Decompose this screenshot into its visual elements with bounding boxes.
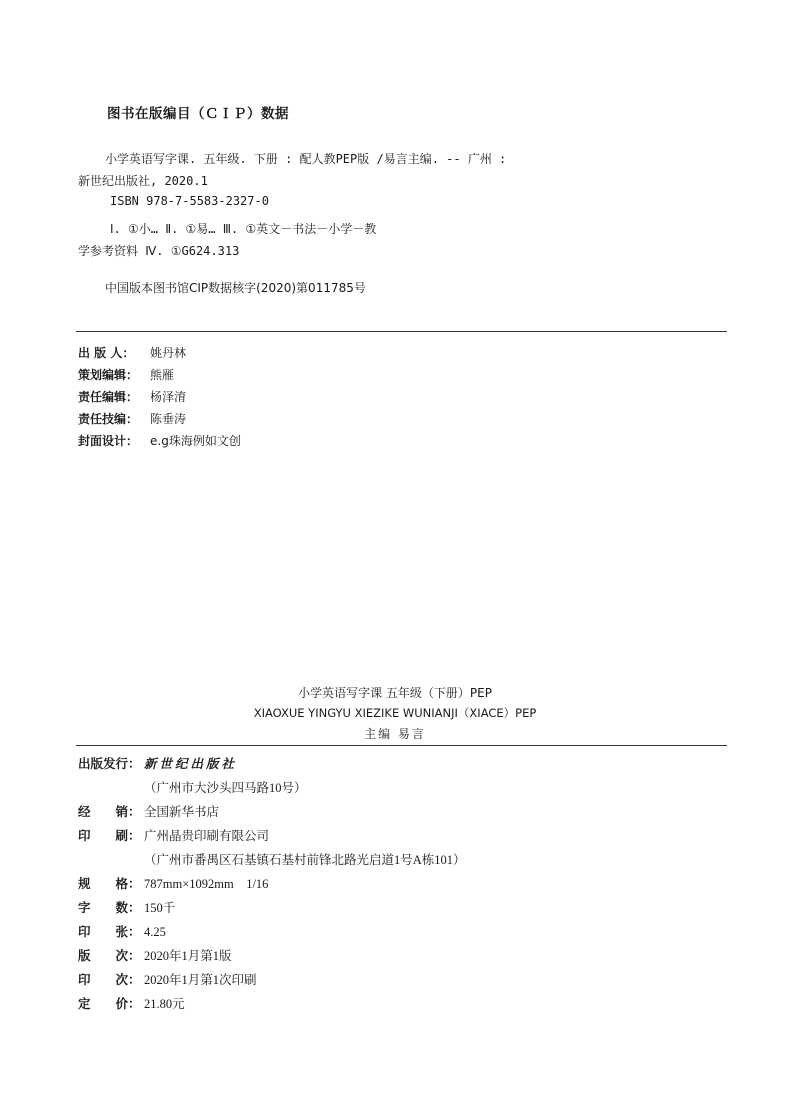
pub-value: 2020年1月第1版	[144, 949, 232, 963]
staff-label: 出 版 人：	[78, 346, 135, 360]
pub-label: 定 价：	[78, 996, 141, 1011]
pub-row	[78, 994, 185, 1012]
staff-label: 策划编辑：	[78, 368, 139, 382]
staff-row	[78, 388, 186, 405]
cip-line-3: ISBN 978-7-5583-2327-0	[110, 194, 269, 208]
staff-row	[78, 366, 174, 383]
book-editor: 主编 易言	[364, 727, 426, 741]
pub-row	[78, 874, 268, 892]
staff-row	[78, 410, 186, 427]
staff-row	[78, 432, 241, 449]
staff-value: 陈垂涛	[150, 412, 187, 426]
cip-line-5: 学参考资料 Ⅳ. ①G624.313	[78, 244, 240, 258]
cip-line-6: 中国版本图书馆CIP数据核字(2020)第011785号	[105, 281, 366, 295]
staff-label: 责任技编：	[78, 412, 139, 426]
pub-value: 4.25	[144, 925, 166, 939]
pub-label: 印 次：	[78, 972, 141, 987]
pub-row	[78, 970, 257, 988]
pub-label: 规 格：	[78, 876, 141, 891]
divider-bottom	[76, 745, 727, 746]
pub-value: 150千	[144, 901, 176, 915]
staff-label: 封面设计：	[78, 434, 139, 448]
staff-row	[78, 344, 186, 361]
pub-row	[78, 850, 466, 868]
pub-row	[78, 898, 175, 916]
staff-label: 责任编辑：	[78, 390, 139, 404]
cip-line-2: 新世纪出版社, 2020.1	[78, 174, 208, 188]
pub-row	[78, 802, 219, 820]
cip-title: 图书在版编目（ＣＩＰ）数据	[107, 106, 289, 122]
pub-label: 印 张：	[78, 924, 141, 939]
pub-row	[78, 778, 307, 796]
staff-value: 杨泽淯	[150, 390, 187, 404]
pub-row	[78, 946, 232, 964]
pub-label: 印 刷：	[78, 828, 141, 843]
cip-line-4: Ⅰ. ①小… Ⅱ. ①易… Ⅲ. ①英文－书法－小学－教	[110, 222, 377, 236]
pub-row	[78, 826, 269, 844]
staff-value: e.g珠海例如文创	[150, 434, 241, 448]
pub-label: 出版发行：	[78, 756, 141, 771]
pub-value: 21.80元	[144, 997, 185, 1011]
pub-value: 787mm×1092mm 1/16	[144, 877, 269, 891]
staff-value: 熊雁	[150, 368, 175, 382]
divider-top	[76, 331, 727, 332]
pub-label: 字 数：	[78, 900, 141, 915]
book-title-cn: 小学英语写字课 五年级（下册）PEP	[298, 686, 492, 700]
publisher-name: 新世纪出版社	[144, 756, 238, 771]
staff-value: 姚丹林	[150, 346, 187, 360]
book-title-pinyin: XIAOXUE YINGYU XIEZIKE WUNIANJI（XIACE）PEP	[253, 706, 537, 720]
pub-label: 版 次：	[78, 948, 141, 963]
pub-row	[78, 754, 237, 772]
pub-label: 经 销：	[78, 804, 141, 819]
pub-value: 广州晶贵印刷有限公司	[144, 829, 270, 843]
pub-value: 全国新华书店	[144, 805, 220, 819]
pub-value: （广州市大沙头四马路10号）	[144, 781, 307, 795]
pub-row	[78, 922, 166, 940]
cip-line-1: 小学英语写字课. 五年级. 下册 : 配人教PEP版 /易言主编. -- 广州 :	[105, 152, 507, 166]
pub-value: （广州市番禺区石基镇石基村前锋北路光启道1号A栋101）	[144, 853, 466, 867]
pub-value: 2020年1月第1次印刷	[144, 973, 257, 987]
